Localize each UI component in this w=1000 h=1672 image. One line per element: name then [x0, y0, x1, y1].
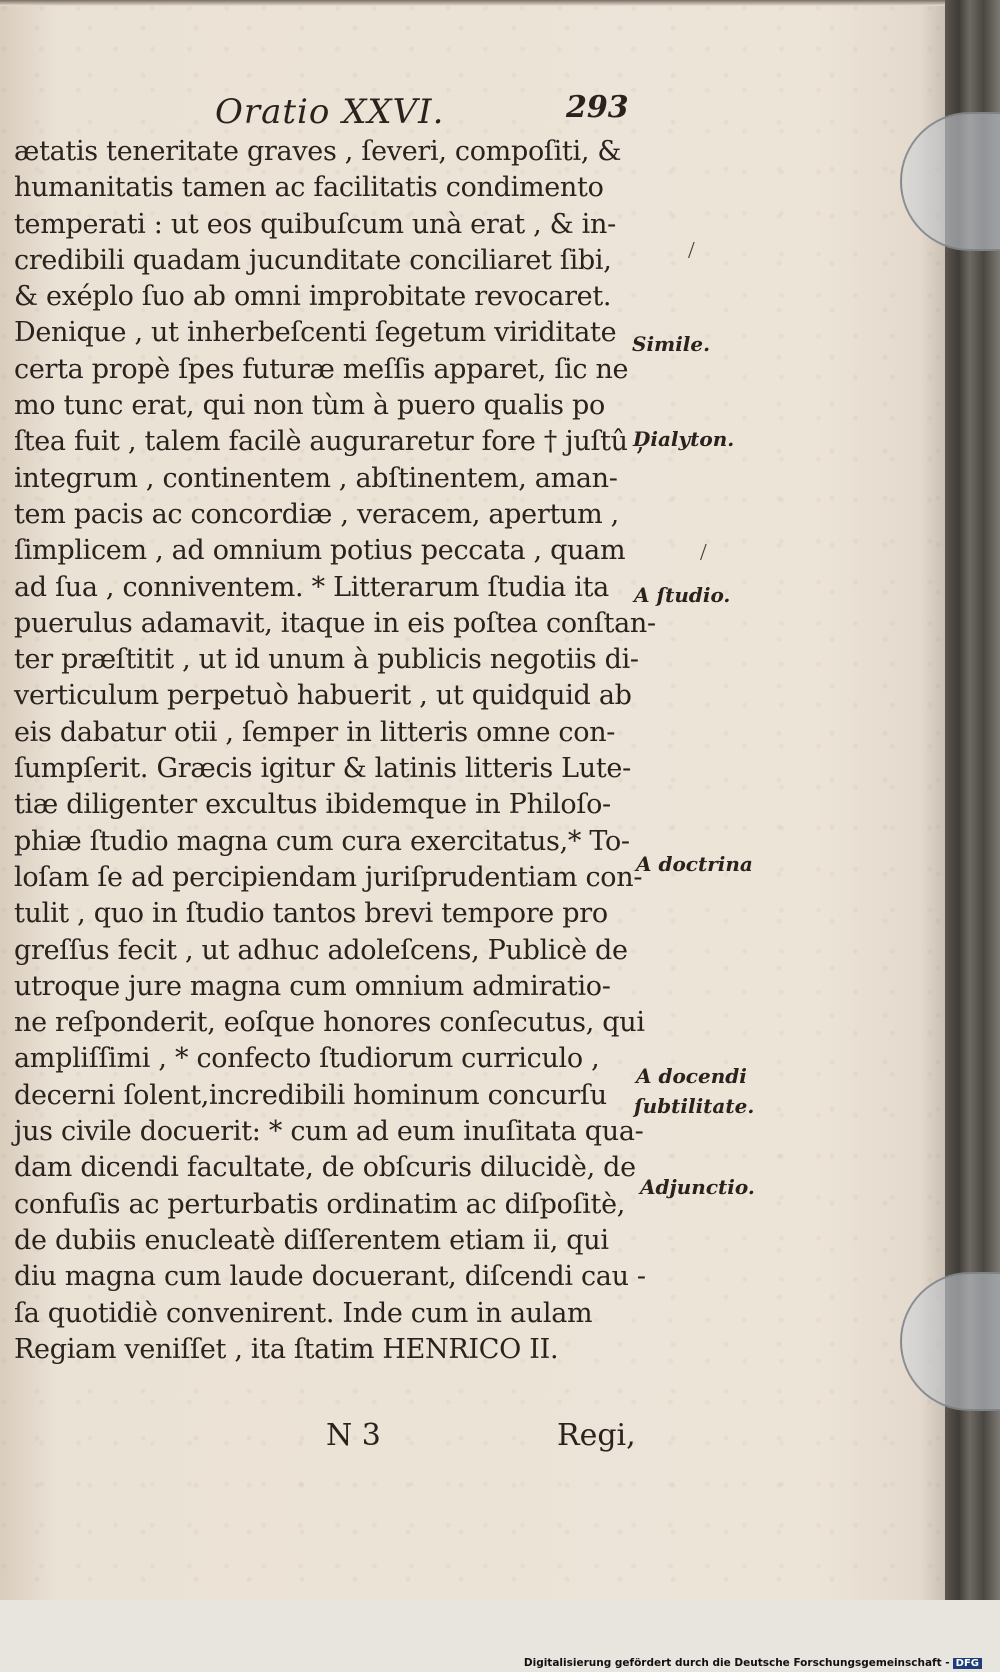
text-line: verticulum perpetuò habuerit , ut quidquid ab — [14, 680, 632, 712]
running-title: Oratio XXVI. — [215, 92, 445, 132]
text-line: ætatis teneritate graves , ſeveri, compoſiti, & — [14, 136, 622, 167]
margin-note-dialyton: Dialyton. — [633, 427, 735, 451]
text-line: mo tunc erat, qui non tùm à puero qualis po — [14, 390, 605, 422]
text-line: Denique , ut inherbeſcenti ſegetum viriditate — [14, 317, 617, 349]
text-line: ſimplicem , ad omnium potius peccata , quam — [14, 535, 626, 567]
page-top-edge — [0, 0, 958, 6]
ink-speck: / — [688, 238, 695, 264]
margin-note-a-doctrina: A doctrina — [636, 852, 753, 876]
text-line: greſſus fecit , ut adhuc adoleſcens, Publicè de — [14, 934, 628, 966]
body-text — [14, 134, 656, 1368]
text-line: phiæ ſtudio magna cum cura exercitatus,* To- — [14, 825, 630, 857]
text-line: tem pacis ac concordiæ , veracem, apertum , — [14, 498, 619, 530]
text-line: de dubiis enucleatè diſſerentem etiam ii, qui — [14, 1224, 609, 1256]
text-line: utroque jure magna cum omnium admiratio- — [14, 970, 611, 1002]
catchword: Regi, — [557, 1418, 636, 1453]
text-line: ad ſua , conniventem. * Litterarum ſtudia ita — [14, 571, 609, 603]
text-line: integrum , continentem , abſtinentem, aman- — [14, 462, 618, 494]
text-line: ſumpſerit. Græcis igitur & latinis litteris Lute- — [14, 753, 631, 785]
text-line: & exéplo ſuo ab omni improbitate revocaret. — [14, 281, 612, 313]
text-line: diu magna cum laude docuerant, diſcendi cau - — [14, 1261, 646, 1293]
text-line: eis dabatur otii , ſemper in litteris omne con- — [14, 716, 616, 748]
text-line: ampliſſimi , * confecto ſtudiorum curriculo , — [14, 1043, 600, 1075]
text-line: loſam ſe ad percipiendam juriſprudentiam con- — [14, 861, 643, 893]
text-line: humanitatis tamen ac facilitatis condimento — [14, 172, 604, 204]
signature-mark: N 3 — [326, 1418, 381, 1453]
margin-note-adjunctio: Adjunctio. — [640, 1175, 755, 1199]
text-line: ne reſponderit, eoſque honores conſecutus, qui — [14, 1007, 645, 1039]
text-line: dam dicendi facultate, de obſcuris dilucidè, de — [14, 1152, 636, 1184]
text-line: ſtea fuit , talem facilè auguraretur fore † juſtû , — [14, 426, 645, 458]
text-line: Regiam veniſſet , ita ſtatim HENRICO II. — [14, 1333, 559, 1365]
page-number: 293 — [566, 90, 629, 125]
text-line: certa propè ſpes futuræ meſſis apparet, ſic ne — [14, 353, 629, 385]
margin-note-a-docendi: A docendi — [636, 1064, 747, 1088]
text-line: ſa quotidiè convenirent. Inde cum in aulam — [14, 1297, 593, 1329]
text-line: tiæ diligenter excultus ibidemque in Philoſo- — [14, 789, 611, 821]
dfg-logo: DFG — [953, 1658, 982, 1669]
text-line: tulit , quo in ſtudio tantos brevi tempore pro — [14, 898, 608, 930]
text-line: temperati : ut eos quibuſcum unà erat , & in- — [14, 208, 616, 240]
margin-note-subtilitate: ſubtilitate. — [634, 1094, 755, 1118]
text-line: decerni ſolent,incredibili hominum concurſu — [14, 1079, 607, 1111]
text-line: credibili quadam jucunditate conciliaret ſibi, — [14, 244, 612, 276]
text-line: puerulus adamavit, itaque in eis poſtea conſtan- — [14, 607, 656, 639]
margin-note-simile: Simile. — [632, 332, 711, 356]
digitization-credit — [524, 1657, 982, 1669]
ink-speck: / — [700, 540, 707, 566]
text-line: jus civile docuerit: * cum ad eum inuſitata qua- — [14, 1116, 644, 1148]
text-line: confuſis ac perturbatis ordinatim ac diſpoſitè, — [14, 1188, 626, 1220]
credit-text: Digitalisierung gefördert durch die Deutsche Forschungsgemeinschaft - — [523, 1657, 950, 1669]
margin-note-a-studio: A ſtudio. — [634, 583, 731, 607]
text-line: ter præſtitit , ut id unum à publicis negotiis di- — [14, 644, 639, 676]
